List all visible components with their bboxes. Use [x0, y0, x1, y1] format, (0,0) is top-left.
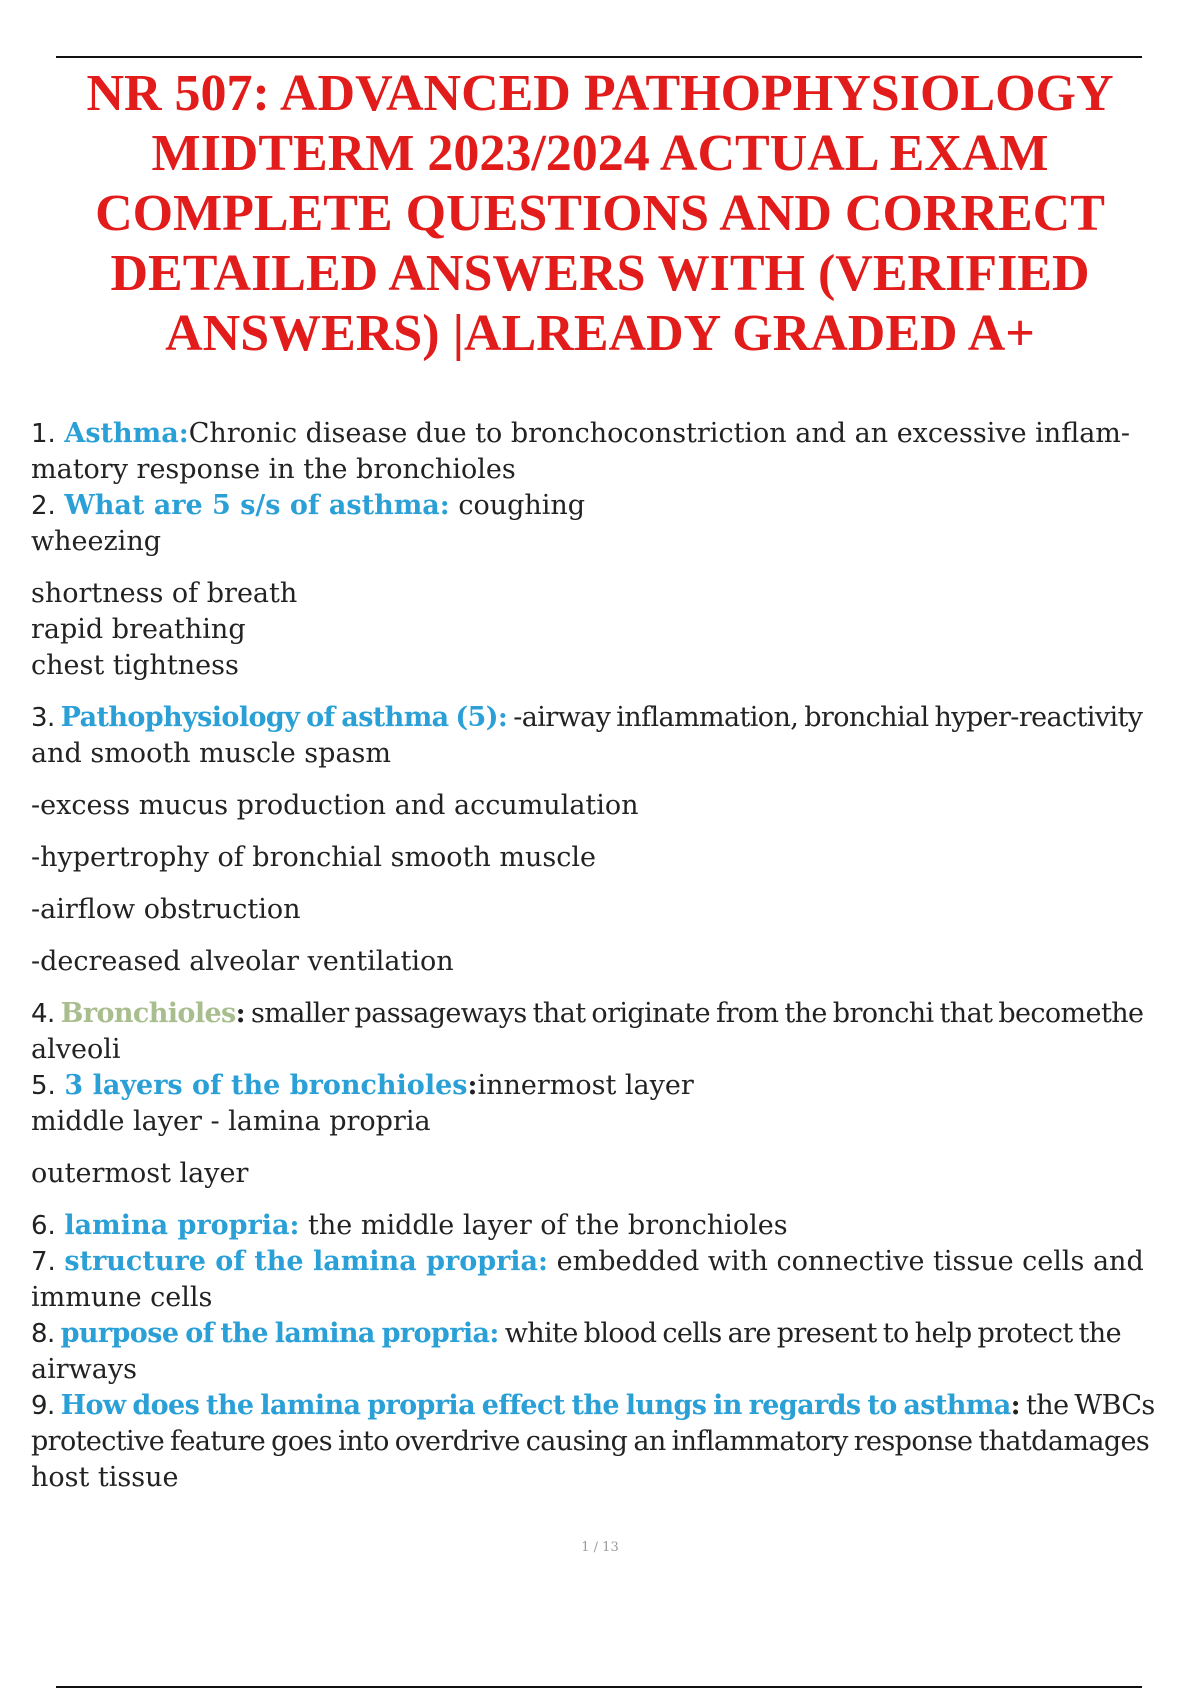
answer-line: airways: [31, 1354, 137, 1385]
item-number: 5.: [31, 1071, 56, 1101]
qa-item: [31, 1316, 1191, 1352]
item-answer: white blood cells are present to help protect the: [504, 1318, 1121, 1349]
page-indicator: 1 / 13: [581, 1540, 619, 1555]
top-rule: [56, 56, 1142, 58]
answer-line: -excess mucus production and accumulation: [31, 790, 639, 821]
qa-list: [31, 416, 1191, 1496]
answer-line: -airflow obstruction: [31, 894, 301, 925]
item-number: 2.: [31, 491, 56, 521]
bottom-rule: [56, 1686, 1142, 1688]
item-term: lamina propria:: [64, 1210, 300, 1241]
qa-item: [31, 1208, 1191, 1244]
item-term-colon: :: [467, 1070, 478, 1101]
item-answer: Chronic disease due to bronchoconstriction and an excessive inflam-: [188, 418, 1131, 449]
item-term: 3 layers of the bronchioles: [64, 1070, 468, 1101]
item-term: structure of the lamina propria:: [64, 1246, 549, 1277]
answer-line: rapid breathing: [31, 614, 246, 645]
title-line: ANSWERS) |ALREADY GRADED A+: [165, 305, 1035, 362]
item-term-colon: :: [235, 998, 246, 1029]
answer-line: -hypertrophy of bronchial smooth muscle: [31, 842, 596, 873]
title-line: NR 507: ADVANCED PATHOPHYSIOLOGY: [86, 65, 1114, 122]
item-answer: innermost layer: [477, 1070, 694, 1101]
item-number: 6.: [31, 1211, 56, 1241]
item-number: 4.: [31, 999, 55, 1029]
item-answer: smaller passageways that originate from the bronchi that becomethe: [251, 998, 1144, 1029]
qa-item: [31, 488, 1191, 524]
item-term: Bronchioles: [60, 998, 236, 1029]
title-line: MIDTERM 2023/2024 ACTUAL EXAM: [151, 125, 1049, 182]
title-line: COMPLETE QUESTIONS AND CORRECT: [95, 185, 1105, 242]
document-title: [60, 64, 1140, 364]
item-term: What are 5 s/s of asthma:: [64, 490, 450, 521]
item-answer: -airway inflammation, bronchial hyper-reactivity: [513, 702, 1143, 733]
qa-item: [31, 1388, 1191, 1424]
answer-line: shortness of breath: [31, 578, 298, 609]
qa-item: [31, 1068, 1191, 1104]
answer-line: middle layer - lamina propria: [31, 1106, 431, 1137]
item-term-colon: :: [1010, 1390, 1021, 1421]
answer-line: chest tightness: [31, 650, 239, 681]
answer-line: -decreased alveolar ventilation: [31, 946, 454, 977]
answer-line: and smooth muscle spasm: [31, 738, 392, 769]
item-answer: the middle layer of the bronchioles: [308, 1210, 788, 1241]
answer-line: wheezing: [31, 526, 161, 557]
qa-item: [31, 700, 1191, 736]
qa-item: [31, 1244, 1191, 1280]
item-number: 9.: [31, 1391, 55, 1421]
answer-line: host tissue: [31, 1462, 179, 1493]
answer-line: protective feature goes into overdrive causing an inflammatory response thatdamages: [31, 1426, 1150, 1457]
qa-item: [31, 416, 1191, 452]
item-term: How does the lamina propria effect the lungs in regards to asthma: [60, 1390, 1011, 1421]
item-number: 3.: [31, 703, 55, 733]
answer-line: alveoli: [31, 1034, 121, 1065]
qa-item: [31, 996, 1191, 1032]
item-number: 1.: [31, 419, 56, 449]
item-term: Asthma:: [64, 418, 189, 449]
item-number: 8.: [31, 1319, 55, 1349]
item-answer: the WBCs: [1026, 1390, 1155, 1421]
item-answer: embedded with connective tissue cells and: [556, 1246, 1144, 1277]
title-line: DETAILED ANSWERS WITH (VERIFIED: [110, 245, 1090, 302]
item-term: purpose of the lamina propria:: [60, 1318, 499, 1349]
answer-line: matory response in the bronchioles: [31, 454, 516, 485]
item-answer: coughing: [458, 490, 586, 521]
item-number: 7.: [31, 1247, 56, 1277]
answer-line: immune cells: [31, 1282, 213, 1313]
answer-line: outermost layer: [31, 1158, 249, 1189]
item-term: Pathophysiology of asthma (5):: [60, 702, 508, 733]
